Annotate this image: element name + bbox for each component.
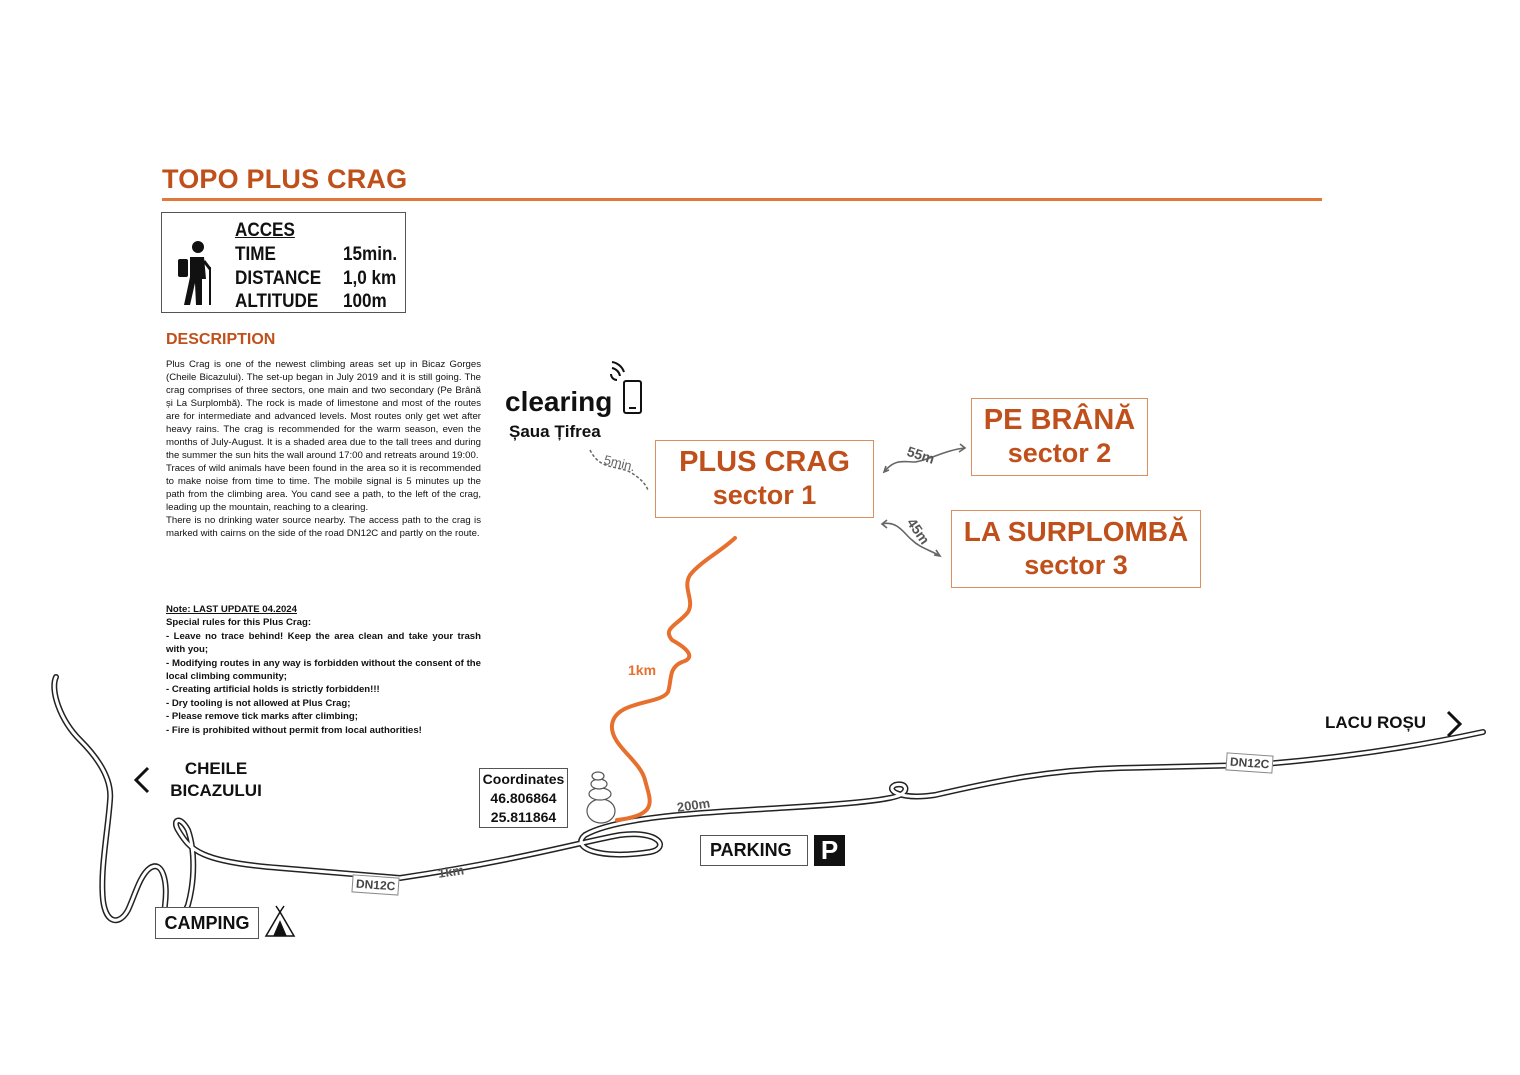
sector-2-box[interactable] xyxy=(971,398,1148,476)
description-heading: DESCRIPTION xyxy=(166,331,276,348)
clearing-label: clearing xyxy=(505,386,613,417)
chevron-right-icon xyxy=(1448,712,1460,736)
description-text xyxy=(166,358,481,540)
cairn-icon xyxy=(587,772,615,823)
description-paragraph: Traces of wild animals have been found in the area so it is recommended to make noise from time to time. The mobile signal is 5 minutes up the path from the climbing area. You cand see a path, to the left of the crag, leading up the mountain, reaching to a clearing. xyxy=(166,463,481,513)
acces-distance-value: 1,0 km xyxy=(343,268,397,289)
rule-item: - Fire is prohibited without permit from local authorities! xyxy=(166,724,422,736)
hiker-icon xyxy=(176,239,212,307)
sector-1-sub: sector 1 xyxy=(712,480,817,510)
rule-item: - Dry tooling is not allowed at Plus Crag; xyxy=(166,697,351,709)
sector-3-name: LA SURPLOMBĂ xyxy=(963,516,1189,547)
rules-heading: Special rules for this Plus Crag: xyxy=(166,617,312,629)
destination-left-line2: BICAZULUI xyxy=(170,781,262,800)
coordinates-box xyxy=(479,768,568,828)
tent-icon xyxy=(266,906,294,936)
parking-icon: P xyxy=(814,835,845,866)
acces-time-value: 15min. xyxy=(343,244,398,265)
sector-2-name: PE BRÂNĂ xyxy=(983,404,1136,436)
road-name-label: DN12C xyxy=(1225,752,1273,773)
last-update-note: Note: LAST UPDATE 04.2024 xyxy=(166,604,297,615)
rule-item: - Please remove tick marks after climbing; xyxy=(166,711,358,723)
parking-label: PARKING xyxy=(700,835,808,866)
acces-distance-label: DISTANCE xyxy=(235,268,322,289)
approach-path xyxy=(612,538,735,820)
acces-altitude-value: 100m xyxy=(343,291,387,312)
coordinates-lat: 46.806864 xyxy=(490,790,557,806)
rule-item: - Creating artificial holds is strictly forbidden!!! xyxy=(166,684,380,696)
rule-item: - Leave no trace behind! Keep the area clean and take your trash with you; xyxy=(166,630,481,656)
sector-3-distance: 45m xyxy=(903,515,934,548)
destination-cheile-bicazului[interactable] xyxy=(162,758,270,802)
acces-time-label: TIME xyxy=(235,244,276,265)
title-divider xyxy=(162,198,1322,201)
page-title: TOPO PLUS CRAG xyxy=(162,164,408,194)
acces-heading: ACCES xyxy=(235,220,295,241)
sector-2-distance: 55m xyxy=(905,443,937,467)
clearing-time-label: 5min. xyxy=(602,452,637,475)
description-paragraph: Plus Crag is one of the newest climbing areas set up in Bicaz Gorges (Cheile Bicazului). The set-up began in July 2019 and it is still going. The crag comprises of three sectors, one main and two secondary (Pe Brână și La Surplombă). The rock is made of limestone and most of the routes are for intermediate and advanced levels. Most routes only get wet after heavy rains. The crag is recommended for the warm season, even the months of July-August. It is a shaded area due to the tall trees and during the summer the sun hits the wall around 17:00 and retreats around 19:00. xyxy=(166,359,481,461)
camping-label: CAMPING xyxy=(155,907,259,939)
rules-block xyxy=(166,603,481,737)
coordinates-lon: 25.811864 xyxy=(490,809,557,825)
path-length-label: 1km xyxy=(628,662,657,678)
sector-3-box[interactable] xyxy=(951,510,1201,588)
acces-altitude-label: ALTITUDE xyxy=(235,291,319,312)
sector-3-sub: sector 3 xyxy=(1024,550,1128,580)
destination-left-line1: CHEILE xyxy=(184,759,248,778)
sector-2-sub: sector 2 xyxy=(1007,438,1112,468)
road-name-label: DN12C xyxy=(351,874,399,895)
segment-1km-label: 1km xyxy=(437,862,465,881)
coordinates-heading: Coordinates xyxy=(482,771,565,787)
sector-1-name: PLUS CRAG xyxy=(679,446,850,478)
destination-lacu-rosu[interactable]: LACU ROȘU xyxy=(1325,713,1427,732)
segment-200m-label: 200m xyxy=(676,795,712,815)
phone-signal-icon xyxy=(611,362,641,413)
description-paragraph: There is no drinking water source nearby. The access path to the crag is marked with cairns on the side of the road DN12C and partly on the route. xyxy=(166,515,481,539)
acces-box xyxy=(161,212,406,313)
rule-item: - Modifying routes in any way is forbidden without the consent of the local climbing community; xyxy=(166,657,481,683)
sector-1-box[interactable] xyxy=(655,440,874,518)
clearing-place-name: Șaua Țifrea xyxy=(509,422,601,441)
chevron-left-icon xyxy=(136,768,148,792)
